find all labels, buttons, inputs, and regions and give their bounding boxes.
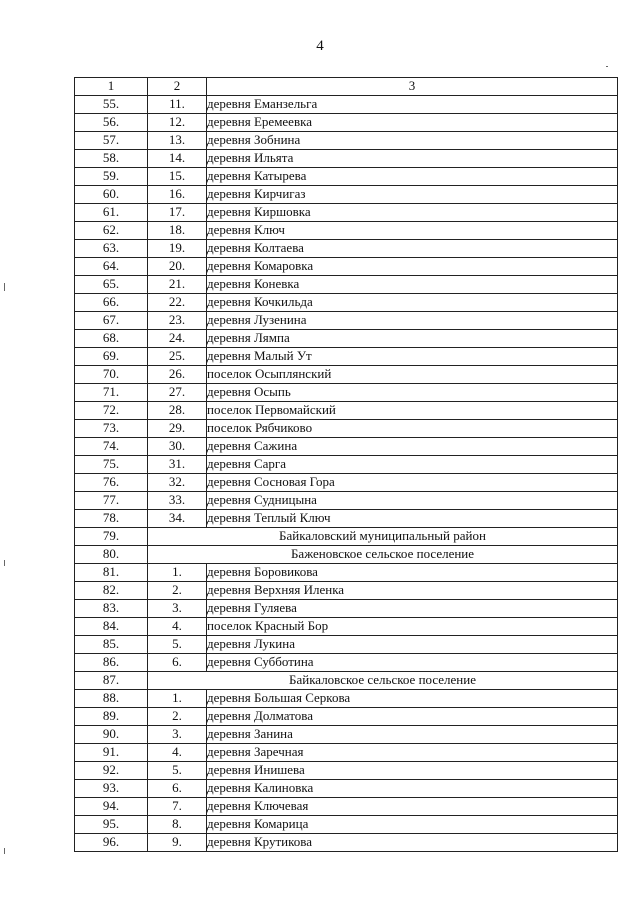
row-number: 71. [75, 384, 148, 402]
table-row [75, 546, 618, 564]
sub-number: 1. [148, 564, 207, 582]
header-col-1: 1 [75, 78, 148, 96]
table-row [75, 816, 618, 834]
settlement-name: деревня Еремеевка [207, 114, 618, 132]
sub-number: 14. [148, 150, 207, 168]
header-col-3: 3 [207, 78, 618, 96]
settlement-name: деревня Занина [207, 726, 618, 744]
row-number: 70. [75, 366, 148, 384]
table-row [75, 474, 618, 492]
row-number: 69. [75, 348, 148, 366]
row-number: 84. [75, 618, 148, 636]
settlement-name: деревня Большая Серкова [207, 690, 618, 708]
row-number: 88. [75, 690, 148, 708]
sub-number: 5. [148, 636, 207, 654]
row-number: 65. [75, 276, 148, 294]
sub-number: 6. [148, 780, 207, 798]
sub-number: 25. [148, 348, 207, 366]
scan-mark [4, 848, 5, 854]
table-row [75, 240, 618, 258]
settlement-name: деревня Кирчигаз [207, 186, 618, 204]
table-body [75, 78, 618, 852]
row-number: 68. [75, 330, 148, 348]
sub-number: 17. [148, 204, 207, 222]
section-heading: Байкаловский муниципальный район [148, 528, 618, 546]
sub-number: 3. [148, 600, 207, 618]
table-row [75, 744, 618, 762]
settlement-name: деревня Верхняя Иленка [207, 582, 618, 600]
sub-number: 32. [148, 474, 207, 492]
sub-number: 33. [148, 492, 207, 510]
sub-number: 29. [148, 420, 207, 438]
settlement-name: деревня Коневка [207, 276, 618, 294]
sub-number: 5. [148, 762, 207, 780]
sub-number: 12. [148, 114, 207, 132]
row-number: 64. [75, 258, 148, 276]
sub-number: 1. [148, 690, 207, 708]
sub-number: 22. [148, 294, 207, 312]
sub-number: 28. [148, 402, 207, 420]
settlement-name: деревня Субботина [207, 654, 618, 672]
row-number: 79. [75, 528, 148, 546]
table-row [75, 276, 618, 294]
settlement-name: деревня Сарга [207, 456, 618, 474]
table-row [75, 168, 618, 186]
sub-number: 2. [148, 582, 207, 600]
row-number: 74. [75, 438, 148, 456]
row-number: 80. [75, 546, 148, 564]
row-number: 89. [75, 708, 148, 726]
table-row [75, 654, 618, 672]
settlement-name: деревня Комаровка [207, 258, 618, 276]
row-number: 87. [75, 672, 148, 690]
settlement-name: деревня Зобнина [207, 132, 618, 150]
row-number: 93. [75, 780, 148, 798]
settlement-name: поселок Осыплянский [207, 366, 618, 384]
table-row [75, 672, 618, 690]
row-number: 66. [75, 294, 148, 312]
sub-number: 3. [148, 726, 207, 744]
row-number: 85. [75, 636, 148, 654]
row-number: 56. [75, 114, 148, 132]
sub-number: 13. [148, 132, 207, 150]
table-row [75, 366, 618, 384]
row-number: 91. [75, 744, 148, 762]
row-number: 59. [75, 168, 148, 186]
sub-number: 9. [148, 834, 207, 852]
settlement-name: деревня Киршовка [207, 204, 618, 222]
table-row [75, 150, 618, 168]
settlement-name: деревня Малый Ут [207, 348, 618, 366]
row-number: 81. [75, 564, 148, 582]
sub-number: 4. [148, 618, 207, 636]
settlement-name: деревня Ильята [207, 150, 618, 168]
table-row [75, 312, 618, 330]
settlements-table [74, 77, 618, 852]
settlement-name: деревня Заречная [207, 744, 618, 762]
table-row [75, 330, 618, 348]
table-row [75, 456, 618, 474]
row-number: 86. [75, 654, 148, 672]
sub-number: 7. [148, 798, 207, 816]
table-row [75, 96, 618, 114]
table-row [75, 528, 618, 546]
sub-number: 27. [148, 384, 207, 402]
sub-number: 6. [148, 654, 207, 672]
row-number: 76. [75, 474, 148, 492]
sub-number: 2. [148, 708, 207, 726]
settlement-name: деревня Судницына [207, 492, 618, 510]
scan-mark [4, 283, 5, 291]
row-number: 96. [75, 834, 148, 852]
row-number: 62. [75, 222, 148, 240]
sub-number: 11. [148, 96, 207, 114]
scan-mark [4, 560, 5, 566]
table-row [75, 618, 618, 636]
sub-number: 16. [148, 186, 207, 204]
settlement-name: деревня Долматова [207, 708, 618, 726]
settlement-name: деревня Крутикова [207, 834, 618, 852]
row-number: 72. [75, 402, 148, 420]
settlement-name: деревня Катырева [207, 168, 618, 186]
row-number: 57. [75, 132, 148, 150]
sub-number: 30. [148, 438, 207, 456]
table-row [75, 222, 618, 240]
sub-number: 4. [148, 744, 207, 762]
row-number: 61. [75, 204, 148, 222]
settlement-name: деревня Инишева [207, 762, 618, 780]
table-row [75, 492, 618, 510]
settlement-name: поселок Рябчиково [207, 420, 618, 438]
sub-number: 8. [148, 816, 207, 834]
sub-number: 18. [148, 222, 207, 240]
table-row [75, 510, 618, 528]
table-row [75, 798, 618, 816]
table-row [75, 690, 618, 708]
sub-number: 21. [148, 276, 207, 294]
table-row [75, 114, 618, 132]
table-row [75, 402, 618, 420]
section-heading: Байкаловское сельское поселение [148, 672, 618, 690]
row-number: 90. [75, 726, 148, 744]
sub-number: 15. [148, 168, 207, 186]
header-col-2: 2 [148, 78, 207, 96]
table-row [75, 258, 618, 276]
row-number: 60. [75, 186, 148, 204]
row-number: 63. [75, 240, 148, 258]
settlement-name: деревня Сосновая Гора [207, 474, 618, 492]
row-number: 78. [75, 510, 148, 528]
settlement-name: поселок Красный Бор [207, 618, 618, 636]
sub-number: 34. [148, 510, 207, 528]
row-number: 75. [75, 456, 148, 474]
table-header-row [75, 78, 618, 96]
sub-number: 23. [148, 312, 207, 330]
settlement-name: поселок Первомайский [207, 402, 618, 420]
settlement-name: деревня Комарица [207, 816, 618, 834]
section-heading: Баженовское сельское поселение [148, 546, 618, 564]
row-number: 77. [75, 492, 148, 510]
settlement-name: деревня Осыпь [207, 384, 618, 402]
table-row [75, 834, 618, 852]
settlement-name: деревня Еманзельга [207, 96, 618, 114]
row-number: 73. [75, 420, 148, 438]
table-row [75, 438, 618, 456]
row-number: 82. [75, 582, 148, 600]
sub-number: 24. [148, 330, 207, 348]
sub-number: 26. [148, 366, 207, 384]
table-row [75, 420, 618, 438]
table-row [75, 636, 618, 654]
table-row [75, 780, 618, 798]
row-number: 95. [75, 816, 148, 834]
sub-number: 19. [148, 240, 207, 258]
settlement-name: деревня Боровикова [207, 564, 618, 582]
table-row [75, 726, 618, 744]
table-row [75, 132, 618, 150]
table-row [75, 600, 618, 618]
settlement-name: деревня Кочкильда [207, 294, 618, 312]
table-row [75, 708, 618, 726]
row-number: 94. [75, 798, 148, 816]
row-number: 67. [75, 312, 148, 330]
table-row [75, 564, 618, 582]
table-row [75, 294, 618, 312]
row-number: 58. [75, 150, 148, 168]
table-row [75, 348, 618, 366]
table-row [75, 204, 618, 222]
settlement-name: деревня Ключ [207, 222, 618, 240]
row-number: 92. [75, 762, 148, 780]
table-row [75, 582, 618, 600]
settlement-name: деревня Ключевая [207, 798, 618, 816]
settlement-name: деревня Лямпа [207, 330, 618, 348]
settlement-name: деревня Лукина [207, 636, 618, 654]
settlement-name: деревня Теплый Ключ [207, 510, 618, 528]
row-number: 83. [75, 600, 148, 618]
table-row [75, 762, 618, 780]
settlement-name: деревня Лузенина [207, 312, 618, 330]
row-number: 55. [75, 96, 148, 114]
settlement-name: деревня Сажина [207, 438, 618, 456]
sub-number: 20. [148, 258, 207, 276]
page-number: 4 [316, 38, 324, 54]
table-row [75, 186, 618, 204]
scan-mark [606, 66, 608, 67]
settlement-name: деревня Колтаева [207, 240, 618, 258]
sub-number: 31. [148, 456, 207, 474]
settlement-name: деревня Гуляева [207, 600, 618, 618]
table-row [75, 384, 618, 402]
settlement-name: деревня Калиновка [207, 780, 618, 798]
